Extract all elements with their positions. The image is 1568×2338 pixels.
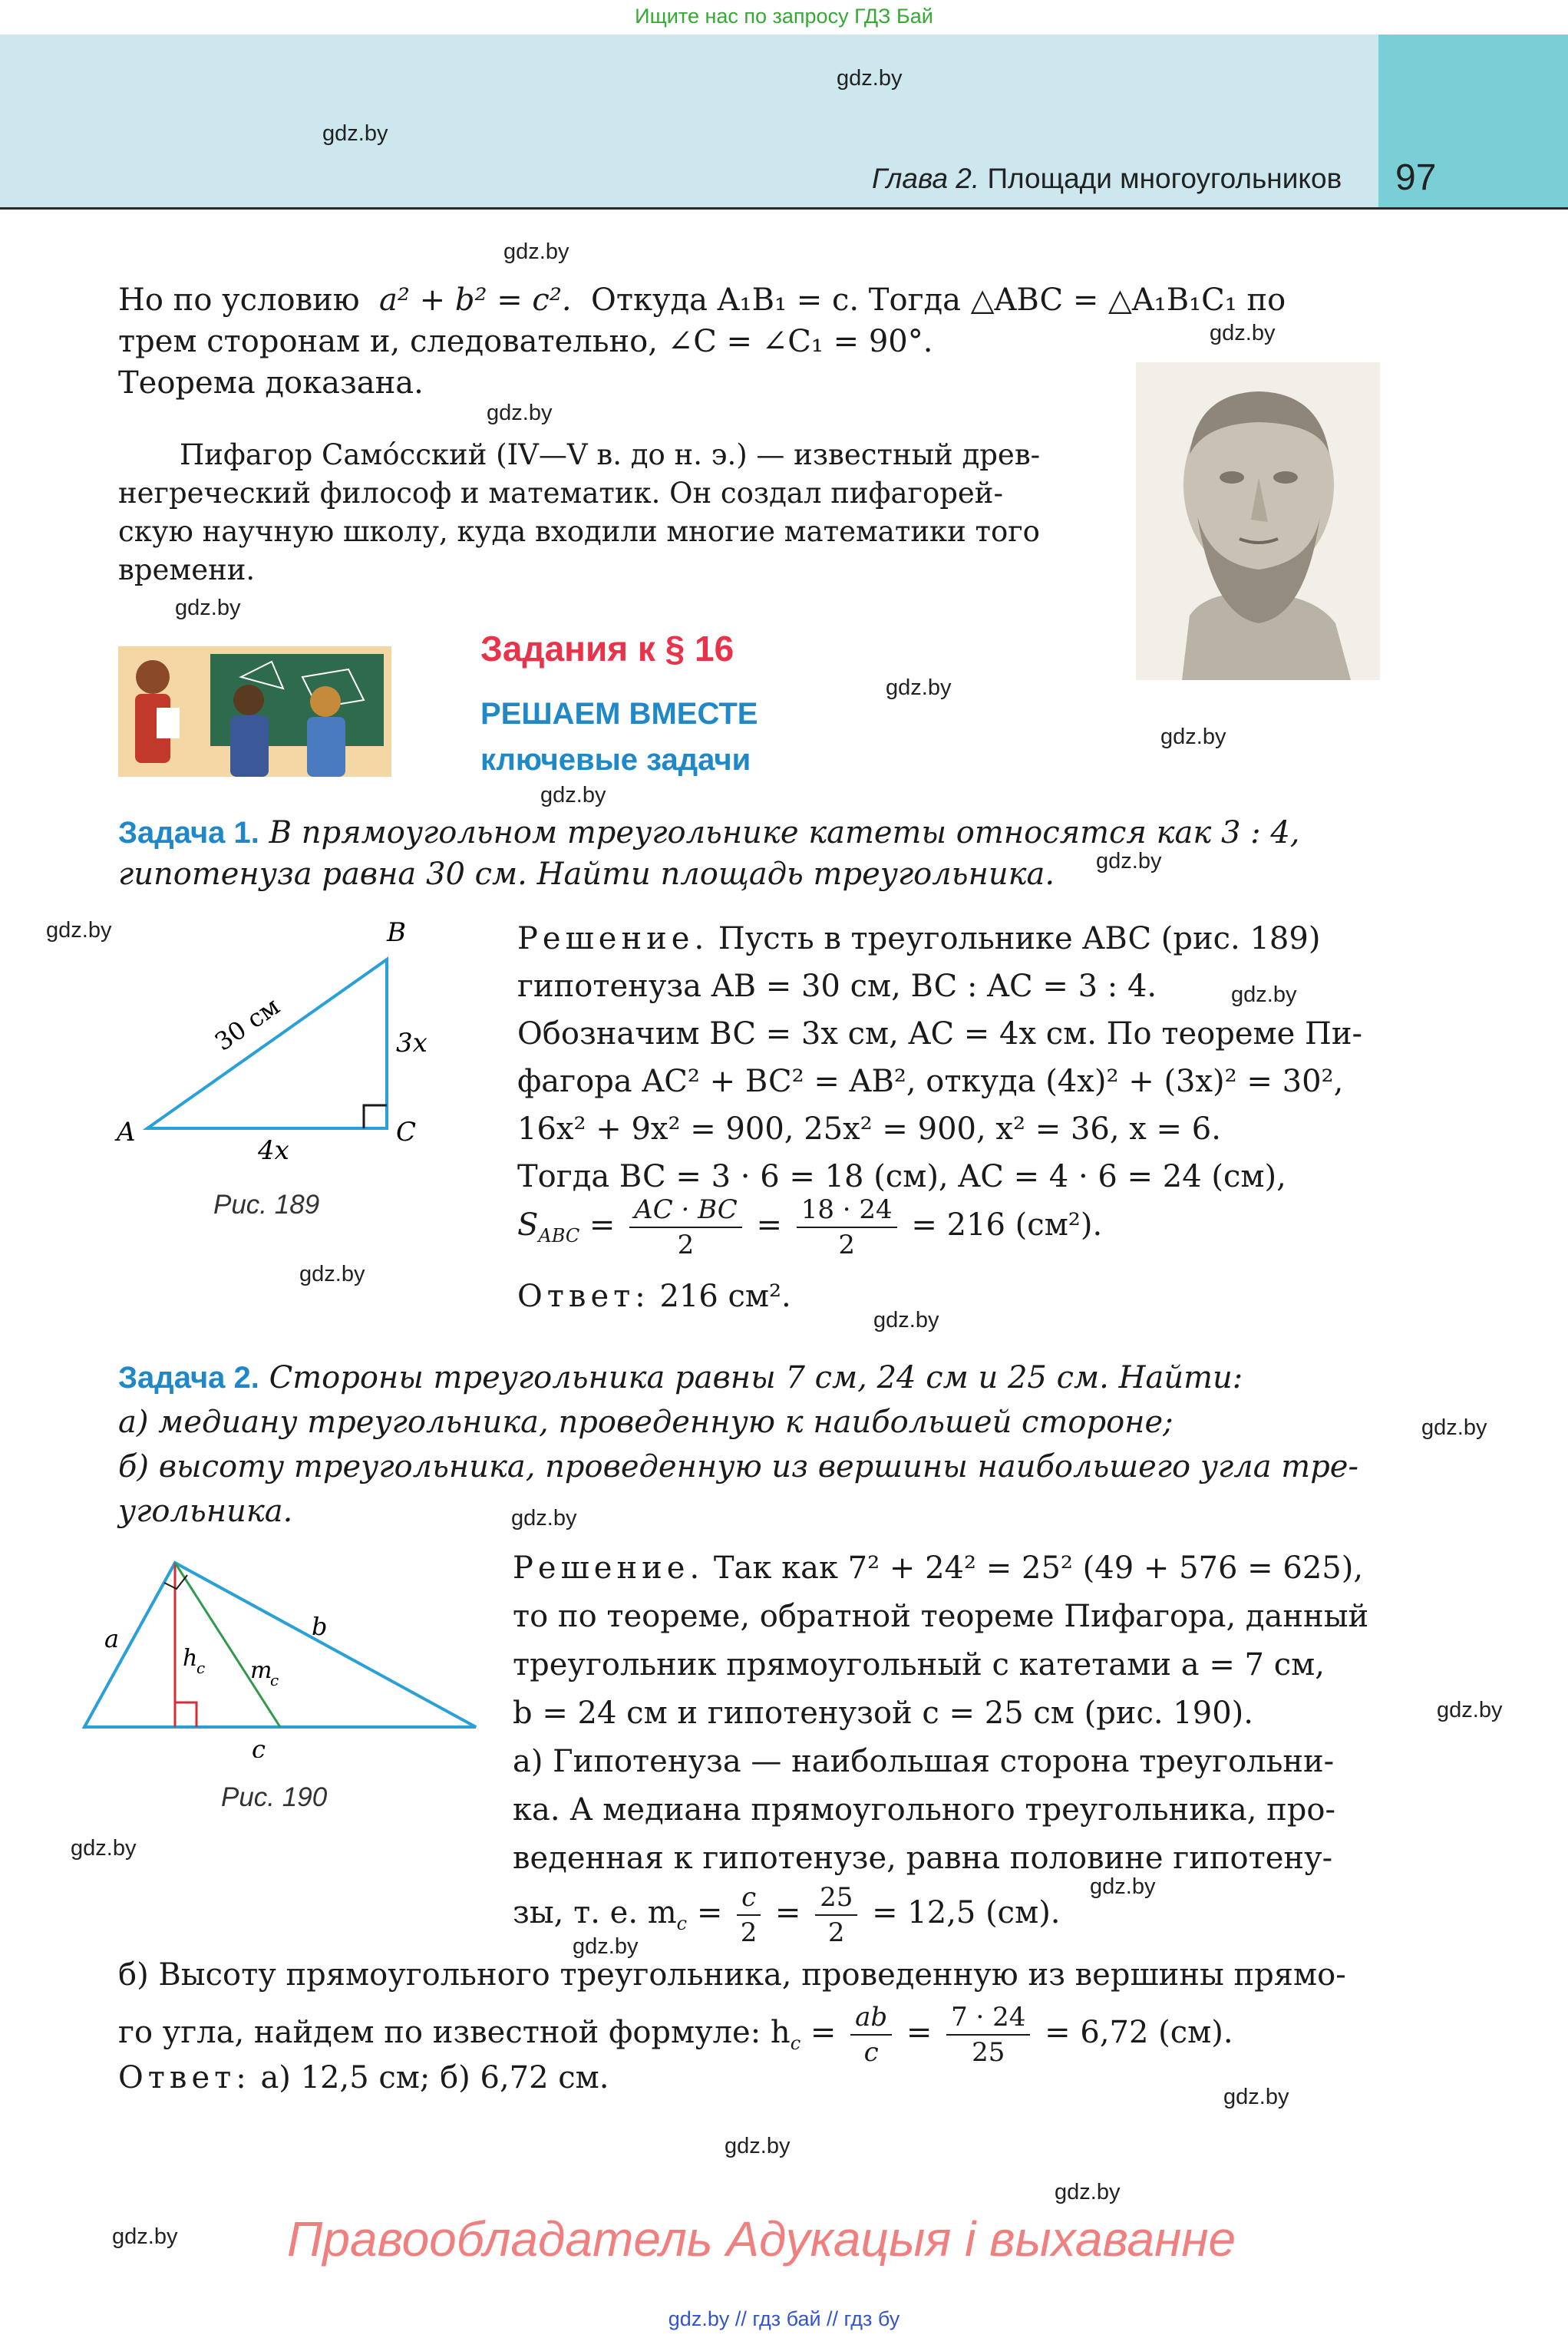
task2-height-formula: го угла, найдем по известной формуле: $h_c$ = $\frac{ab}{c}$ = $\frac{7 \cdot 24}{25}$ = 6,72 (см). [118,2002,1233,2068]
watermark: gdz.by [112,2224,178,2249]
chapter-title: Площади многоугольников [987,163,1342,194]
fraction: $\frac{AC \cdot BC}{2}$ [629,1193,742,1262]
watermark: gdz.by [1090,1874,1156,1899]
watermark: gdz.by [837,66,903,91]
vertex-c-label: C [396,1117,417,1148]
watermark: gdz.by [725,2134,791,2158]
task2-answer: Ответ: а) 12,5 см; б) 6,72 см. [118,2060,609,2095]
header-rule [0,207,1568,210]
watermark: gdz.by [175,596,241,620]
hypotenuse-label: 30 см [209,991,286,1057]
task2-label: Задача 2. [118,1361,259,1395]
page-number: 97 [1395,157,1437,198]
top-banner: Ищите нас по запросу ГДЗ Бай [635,5,933,28]
watermark: gdz.by [1096,849,1162,873]
height-subscript: c [196,1659,206,1677]
watermark: gdz.by [1160,725,1226,749]
copyright-footer: Правообладатель Адукацыя і выхаванне [287,2211,1236,2267]
key-tasks-title: ключевые задачи [480,743,751,777]
vertex-b-label: B [387,917,406,948]
median-subscript: c [270,1671,279,1689]
task1-solution: Решение. Пусть в треугольнике ABC (рис. 189) гипотенуза AB = 30 см, BC : AC = 3 : 4. Обозначим BC = 3x см, AC = 4x см. По теореме Пи- фагора AC² + BC² = AB², откуда (4x)² + (3x)² = 30², 16x² + 9x² = 900, 25x² = 900, x² = 36, x = 6. Тогда BC = 3 · 6 = 18 (см), AC = 4 · 6 = 24 (см), [517,921,1363,1194]
fraction: $\frac{ab}{c}$ [850,2000,892,2069]
fraction: $\frac{c}{2}$ [737,1881,761,1950]
figure-190 [77,1550,491,1758]
note-line: Пифагор Само́сский (IV—V в. до н. э.) — известный древ- [180,438,1041,471]
figure-190-caption: Рис. 190 [221,1782,328,1812]
pythagoras-portrait [1136,362,1380,680]
watermark: gdz.by [503,239,569,264]
solution-word: Решение. [517,921,709,956]
watermark: gdz.by [1223,2085,1289,2109]
side-c-label: c [252,1735,266,1758]
task1-statement: Задача 1. В прямоугольном треугольнике катеты относятся как 3 : 4, гипотенуза равна 30 см. Найти площадь треугольника. [118,815,1300,892]
chapter-heading [872,163,1342,195]
watermark: gdz.by [1210,321,1276,345]
side-a-label: a [104,1624,120,1653]
watermark: gdz.by [322,121,388,146]
intro-line: Но по условию a² + b² = c². Откуда A₁B₁ = c. Тогда △ABC = △A₁B₁C₁ по [118,282,1286,318]
fraction: $\frac{25}{2}$ [815,1881,857,1950]
height-label: h [183,1645,198,1672]
solve-together-title: РЕШАЕМ ВМЕСТЕ [480,697,758,731]
classroom-illustration [118,646,391,777]
watermark: gdz.by [540,783,606,807]
task1-answer: Ответ: 216 см². [517,1279,791,1314]
watermark: gdz.by [46,918,112,943]
note-line: времени. [118,553,256,586]
pythagoras-note [118,436,1085,589]
task1-label: Задача 1. [118,816,259,850]
watermark: gdz.by [487,401,553,425]
watermark: gdz.by [71,1836,137,1861]
watermark: gdz.by [511,1506,577,1531]
vertex-a-label: A [117,1117,136,1148]
watermark: gdz.by [299,1262,365,1286]
watermark: gdz.by [1437,1698,1503,1722]
intro-line: Теорема доказана. [118,365,424,401]
chapter-number: Глава 2. [872,163,980,194]
fraction: $\frac{18 \cdot 24}{2}$ [797,1193,897,1262]
watermark: gdz.by [1421,1415,1487,1440]
watermark: gdz.by [1231,982,1297,1007]
watermark: gdz.by [873,1308,939,1332]
leg-ac-label: 4x [258,1135,289,1159]
task1-area-formula: $S_{ABC}$ = $\frac{AC \cdot BC}{2}$ = $\frac{18 \cdot 24}{2}$ = 216 (см²). [517,1194,1103,1260]
intro-line: трем сторонам и, следовательно, ∠C = ∠C₁ = 90°. [118,324,933,359]
task2-part-b-line1: б) Высоту прямоугольного треугольника, проведенную из вершины прямо- [118,1957,1346,1993]
figure-189-caption: Рис. 189 [213,1190,320,1220]
note-line: скую научную школу, куда входили многие математики того [118,515,1040,548]
side-b-label: b [312,1612,328,1641]
task2-statement: Задача 2. Стороны треугольника равны 7 см, 24 см и 25 см. Найти: а) медиану треугольника, проведенную к наибольшей стороне; б) высоту треугольника, проведенную из вершины наибольшего угла тре- угольника. [118,1360,1358,1529]
task2-solution: Решение. Так как 7² + 24² = 25² (49 + 576 = 625), то по теореме, обратной теореме Пифагора, данный треугольник прямоугольный с катетами a = 7 см, b = 24 см и гипотенузой c = 25 см (рис. 190). а) Гипотенуза — наибольшая сторона треугольни- ка. А медиана прямоугольного треугольника, про- веденная к гипотенузе, равна половине гипотену- [513,1550,1369,1876]
task2-median-formula: зы, т. е. $m_c$ = $\frac{c}{2}$ = $\frac{25}{2}$ = 12,5 (см). [513,1882,1061,1948]
leg-bc-label: 3x [396,1028,427,1058]
watermark: gdz.by [1055,2180,1121,2204]
section-title: Задания к § 16 [480,629,734,669]
watermark: gdz.by [573,1934,639,1959]
note-line: негреческий философ и математик. Он создал пифагорей- [118,477,1003,510]
figure-189 [107,906,476,1159]
fraction: $\frac{7 \cdot 24}{25}$ [946,2000,1030,2069]
watermark: gdz.by [886,675,952,700]
bottom-banner: gdz.by // гдз бай // гдз бу [668,2307,900,2330]
median-label: m [250,1657,272,1684]
